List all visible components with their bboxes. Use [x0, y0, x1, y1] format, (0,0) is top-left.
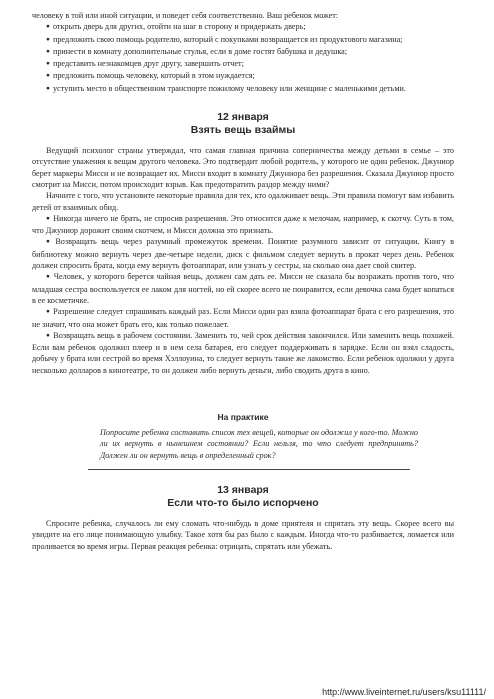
intro-bullet: ● предложить помощь человеку, который в этом нуждается;: [32, 70, 454, 82]
practice-heading: На практике: [217, 412, 269, 423]
intro-bullet: ● уступить место в общественном транспорте пожилому человеку или женщине с маленькими детьми.: [32, 83, 454, 95]
body-paragraph: Ведущий психолог страны утверждал, что самая главная причина соперничества между детьми в семье – это отсутствие уважения к вещам другого человека. Это подтвердит любой родитель, у которого не один ребенок. Джуниор берет маркеры Мисси и не возвращает их. Мисси входит в комнату Джуниора без разрешения. Сказала Джуниор просто смотрит на Мисси, потом происходит взрыв. Как предотвратить раздор между ними?: [32, 146, 454, 189]
intro-section: [32, 0, 454, 95]
rule-item: ● Возвращать вещь через разумный промежуток времени. Понятие разумного зависит от ситуации. Книгу в библиотеку можно вернуть через две-четыре недели, диск с фильмом следует вернуть в прокат через день. Ребенок должен спросить брата, когда ему вернуть фотоаппарат, или узнать у сестры, на сколько она дает свой свитер.: [32, 236, 454, 271]
intro-bullet: ● принести в комнату дополнительные стулья, если в доме гостят бабушка и дедушка;: [32, 46, 454, 58]
source-url[interactable]: http://www.liveinternet.ru/users/ksu11111/: [322, 687, 486, 697]
intro-bullet: ● предложить свою помощь родителю, который с покупками возвращается из продуктового магазина;: [32, 34, 454, 46]
intro-line: человеку в той или иной ситуации, и поведет себя соответственно. Ваш ребенок может:: [32, 11, 339, 20]
rule-item: ● Возвращать вещь в рабочем состоянии. Заменить то, чей срок действия закончился. Или заменить вещь похожей. Если вам ребенок одолжил плеер и в нем села батарея, его следует поддерживать в зарядке. Если он взял сладость, добычу у брата или сестрой во время Хэллоуина, то следует вернуть такие же лакомство. Если ребенок одолжил у друга несколько долларов в кинотеатре, то он должен либо вернуть деньги, либо сводить друга в кино.: [32, 330, 454, 376]
body-paragraph: Спросите ребенка, случалось ли ему сломать что-нибудь в доме приятеля и спрятать эту вещь. Скорее всего вы увидите на его лице понимающую улыбку. Такое хотя бы раз было с каждым. Иногда что-то разбивается, ломается или проливается во время игры. Первая реакция ребенка: отрицать, спрятать или убежать.: [32, 518, 454, 551]
practice-text: Попросите ребенка составить список тех вещей, которые он одолжил у кого-то. Можно ли их вернуть в нынешнем состоянии? Если нельзя, то что следует предпринять? Должен ли он вернуть вещь в определенный срок?: [100, 428, 418, 460]
rule-item: ● Человек, у которого берется чайная вещь, должен сам дать ее. Мисси не сказала бы возражать против того, что младшая сестра воспользуется ее лаком для ногтей, но ей скорее всего не понравится, если девочка сама будет копаться в ее косметичке.: [32, 271, 454, 306]
section-title: Взять вещь взаймы: [190, 124, 296, 137]
rule-item: ● Разрешение следует спрашивать каждый раз. Если Мисси один раз взяла фотоаппарат брата с его разрешения, это не значит, что она может брать его, как только пожелает.: [32, 306, 454, 330]
intro-bullet: ● представить незнакомцев друг другу, завершить отчет;: [32, 58, 454, 70]
intro-bullet: ● открыть дверь для других, отойти на шаг в сторону и придержать дверь;: [32, 21, 454, 33]
practice-box: [32, 412, 454, 470]
body-paragraph: Начните с того, что установите некоторые правила для тех, кто одалживает вещь. Эти правила помогут вам избавить детей от взаимных обид.: [32, 191, 454, 212]
rule-item: ● Никогда ничего не брать, не спросив разрешения. Это относится даже к мелочам, например, к скотчу. Суть в том, что Джуниор дорожит своим скотчем, и Мисси должна это признать.: [32, 213, 454, 237]
section-date: 12 января: [217, 111, 269, 124]
section-date: 13 января: [217, 483, 269, 496]
section-title: Если что-то было испорчено: [167, 496, 319, 509]
